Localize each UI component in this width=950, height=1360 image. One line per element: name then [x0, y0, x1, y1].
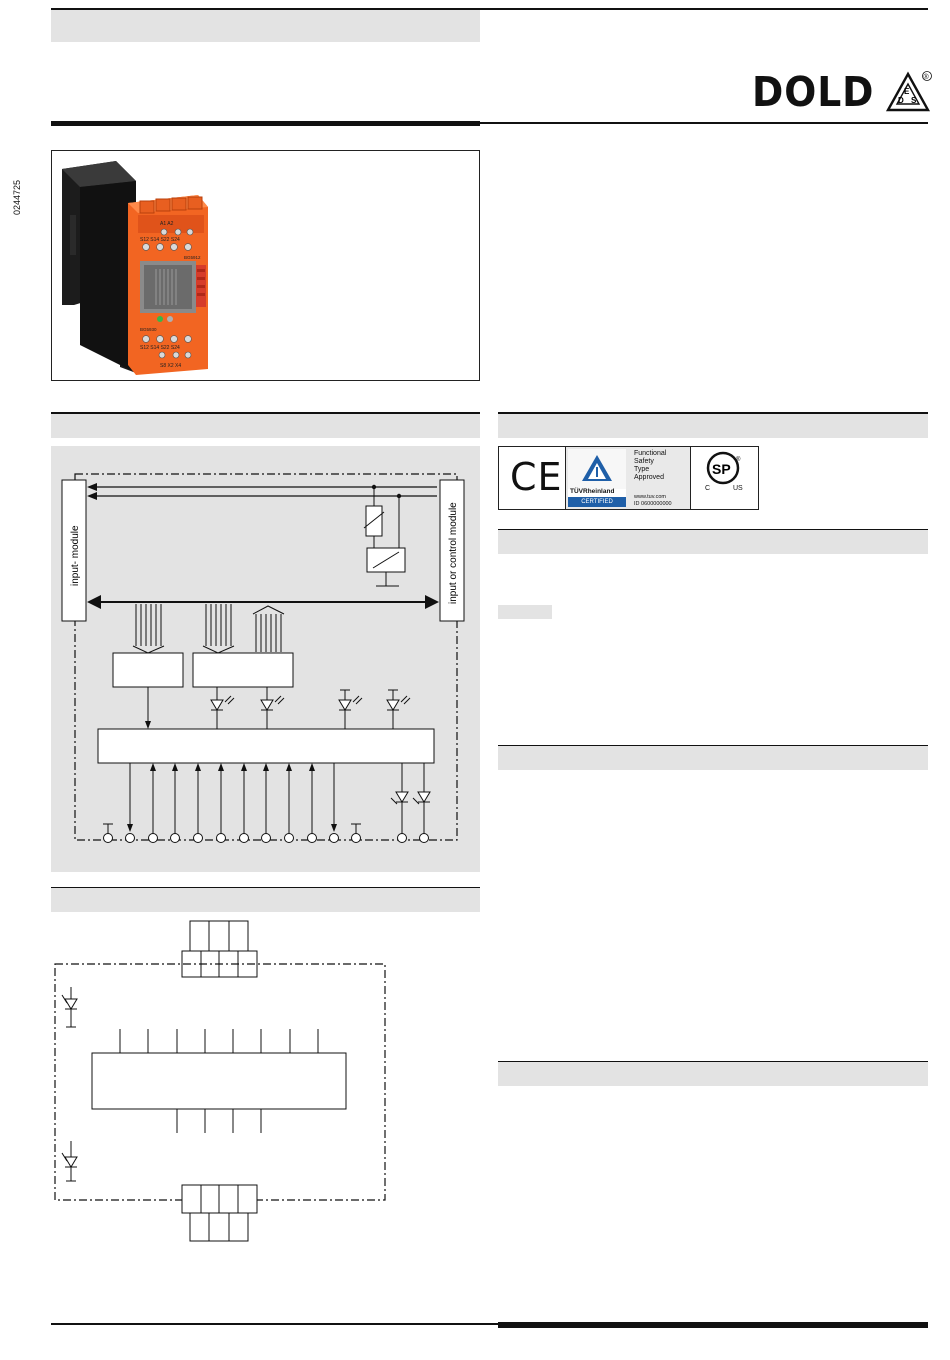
small-gray-label: [498, 605, 552, 619]
product-device-image: [56, 155, 226, 377]
ce-mark: [499, 447, 566, 509]
right-module-label: input or control module: [448, 502, 459, 604]
section-band-right-4: [498, 1061, 928, 1086]
tuv-url: www.tuv.com: [634, 494, 666, 500]
eds-mark-icon: [884, 70, 934, 118]
tuv-name: TÜVRheinland: [570, 488, 615, 495]
device-top-terminals-2: S12 S14 S22 S24: [140, 237, 180, 243]
section-band-function-diagram: [51, 412, 480, 438]
device-top-terminals-1: A1 A2: [160, 221, 174, 227]
header-rule-thin: [480, 122, 928, 124]
device-model-top: BG5912: [184, 255, 201, 260]
csa-mark: [691, 447, 757, 509]
mark-letter-e: E: [904, 87, 910, 96]
device-bottom-terminals-1: S12 S14 S22 S24: [140, 345, 180, 351]
header-rule-thick: [51, 121, 480, 126]
tuv-text-line-4: Approved: [634, 474, 664, 481]
left-module-label: input- module: [70, 525, 81, 586]
csa-us: US: [733, 485, 743, 492]
csa-c: C: [705, 485, 711, 492]
section-band-approvals: [498, 412, 928, 438]
title-band: [51, 10, 480, 42]
tuv-badge: [568, 449, 626, 507]
device-bottom-terminals-2: S8 X2 X4: [160, 363, 182, 369]
tuv-text-line-2: Safety: [634, 458, 654, 465]
ce-mark-text: CE: [510, 455, 563, 499]
tuv-id: ID 0600000000: [634, 501, 672, 507]
registered-mark: ®: [923, 74, 929, 81]
svg-text:SP: SP: [712, 461, 731, 477]
footer-rule-thick: [498, 1322, 928, 1328]
tuv-text-line-3: Type: [634, 466, 650, 473]
tuv-text-line-1: Functional: [634, 450, 667, 457]
tuv-certificate: [566, 447, 691, 509]
approval-marks-box: [498, 446, 759, 510]
tuv-triangle-icon: [568, 449, 626, 489]
mark-letter-s: S: [911, 96, 917, 105]
photo-id: 0244725: [12, 179, 22, 215]
device-model-bottom: BG5930: [140, 327, 157, 332]
footer-rule-thin: [51, 1323, 498, 1325]
csa-logo-icon: [703, 451, 743, 485]
svg-text:®: ®: [736, 457, 741, 463]
brand-text: DOLD: [752, 68, 875, 116]
tuv-certified: CERTIFIED: [568, 497, 626, 507]
section-band-right-2: [498, 529, 928, 554]
dold-logo: [752, 70, 932, 114]
mark-letter-d: D: [898, 96, 904, 105]
terminal-layout-diagram: [51, 915, 396, 1250]
function-diagram: [51, 446, 480, 872]
section-band-right-3: [498, 745, 928, 770]
section-band-front-view: [51, 887, 480, 912]
